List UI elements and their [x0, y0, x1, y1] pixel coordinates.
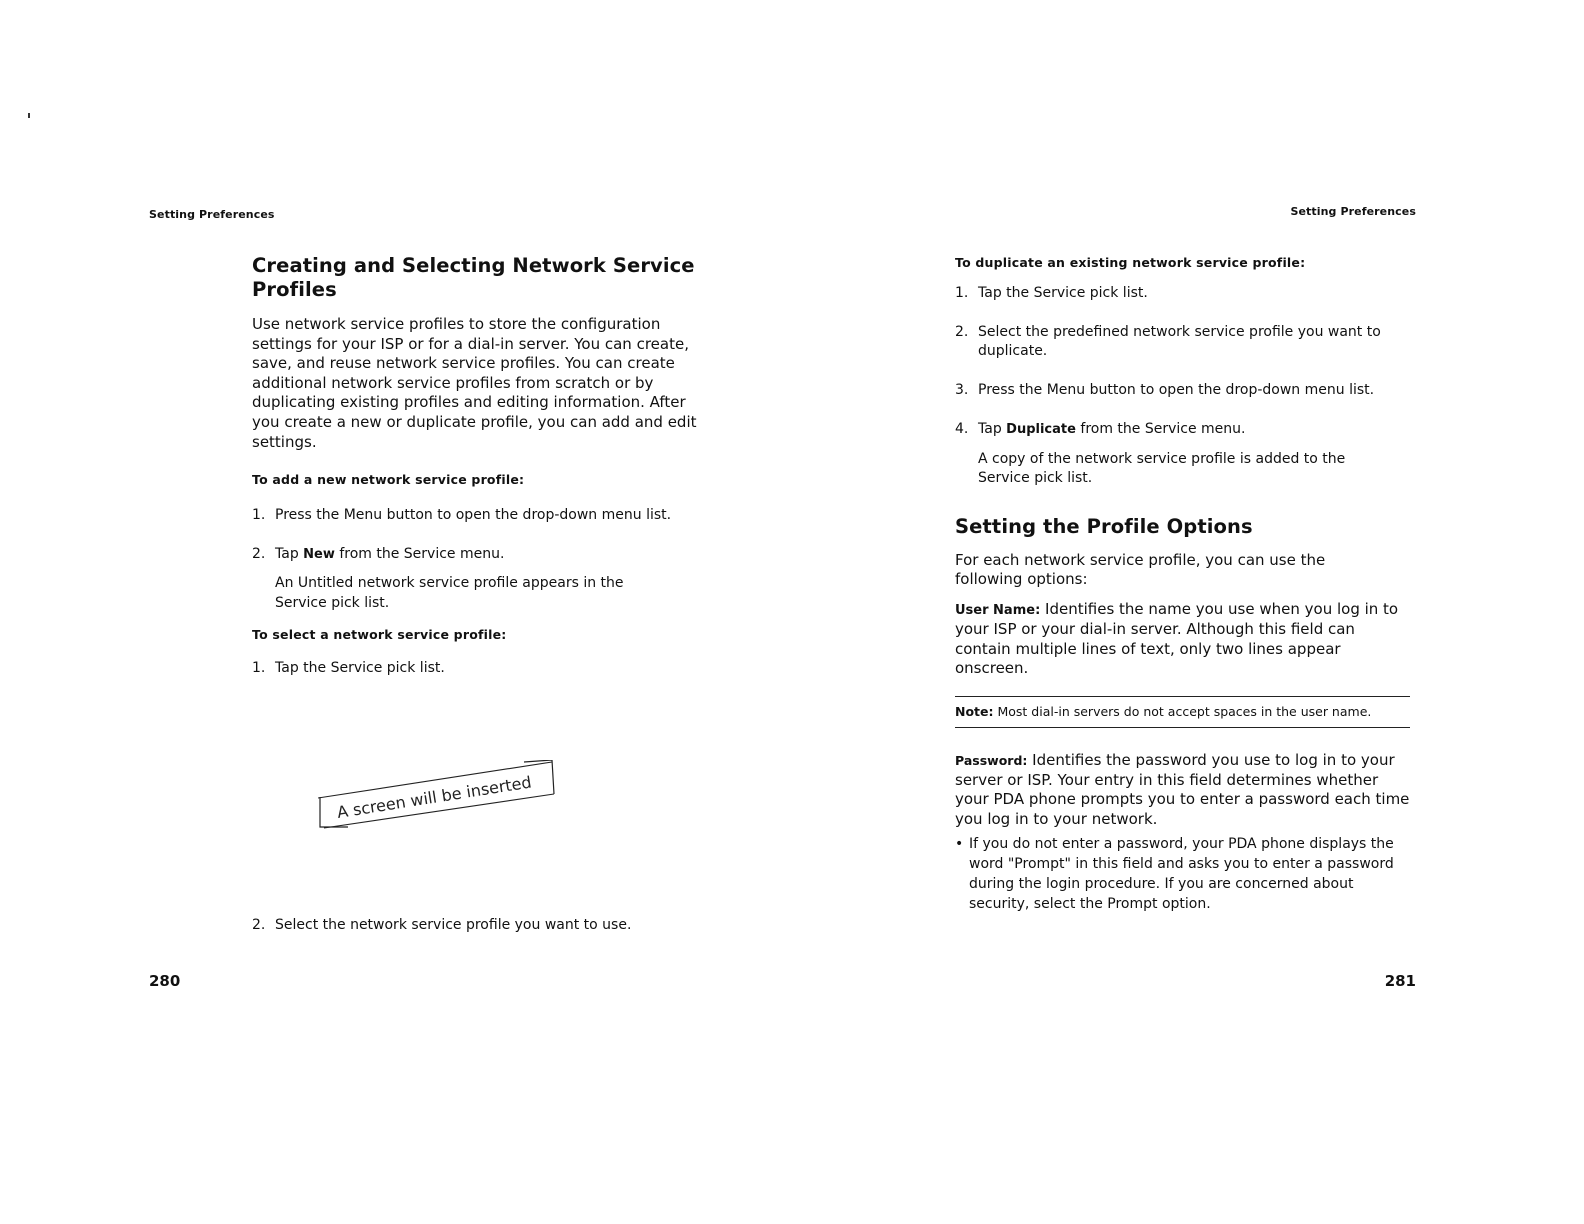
password-description	[955, 751, 1411, 829]
step-result: An Untitled network service profile appears in the Service pick list.	[275, 575, 624, 611]
select-steps	[252, 659, 722, 679]
left-column-bottom	[252, 916, 722, 936]
select-steps-cont	[252, 916, 722, 936]
page-number-right: 281	[1384, 972, 1416, 990]
user-name-description	[955, 600, 1411, 679]
placeholder-text: A screen will be inserted	[335, 772, 533, 822]
right-page	[792, 0, 1584, 1224]
bullet-text: If you do not enter a password, your PDA phone displays the word "Prompt" in this field and asks you to enter a password during the login procedure. If you are concerned about security, select the Prompt option.	[969, 836, 1394, 912]
intro-paragraph: Use network service profiles to store the configuration settings for your ISP or for a dial-in server. You can create, save, and reuse network service profiles. You can create additional network service profiles from scratch or by duplicating existing profiles and editing information. After you create a new or duplicate profile, you can add and edit settings.	[252, 315, 697, 451]
select-procedure-heading: To select a network service profile:	[252, 627, 507, 643]
add-procedure-heading: To add a new network service profile:	[252, 472, 525, 488]
list-item	[252, 506, 722, 526]
step-text: Select the network service profile you want to use.	[275, 917, 632, 933]
note-text: Most dial-in servers do not accept spaces in the user name.	[993, 704, 1372, 720]
list-item	[955, 323, 1425, 362]
step-text: from the Service menu.	[334, 545, 505, 562]
step-text: Tap the Service pick list.	[275, 660, 445, 677]
step-number: 3.	[955, 381, 969, 398]
password-bullets	[955, 835, 1411, 914]
step-text: Tap the Service pick list.	[978, 285, 1148, 301]
duplicate-steps	[955, 284, 1425, 440]
step-number: 2.	[955, 323, 969, 340]
menu-command: Duplicate	[1006, 422, 1076, 437]
list-item	[955, 284, 1425, 304]
add-steps	[252, 506, 722, 564]
step-text: Tap	[978, 421, 1007, 437]
step-text: Press the Menu button to open the drop-down menu list.	[275, 507, 672, 524]
running-head-left: Setting Preferences	[149, 208, 275, 221]
user-name-text: Identifies the name you use when you log in to your ISP or your dial-in server. Although this field can contain multiple lines of text, only two lines appear onscreen.	[955, 599, 1399, 678]
step-text: from the Service menu.	[1075, 421, 1246, 437]
step-number: 2.	[252, 545, 266, 562]
duplicate-procedure-heading: To duplicate an existing network service profile:	[955, 255, 1306, 270]
step-result: A copy of the network service profile is added to the Service pick list.	[978, 450, 1346, 486]
password-text: Identifies the password you use to log in to your server or ISP. Your entry in this field determines whether your PDA phone prompts you to enter a password each time you log in to your network.	[955, 751, 1410, 828]
list-item	[252, 659, 722, 679]
screen-placeholder-graphic	[318, 760, 558, 830]
step-text: Press the Menu button to open the drop-down menu list.	[978, 381, 1375, 398]
section-title: Creating and Selecting Network Service Profiles	[252, 254, 695, 301]
note-box	[955, 696, 1410, 728]
options-intro: For each network service profile, you can use the following options:	[955, 550, 1326, 589]
step-number: 2.	[252, 917, 266, 933]
step-number: 1.	[252, 660, 266, 677]
page-number-left: 280	[149, 972, 181, 990]
step-number: 4.	[955, 421, 969, 437]
options-section-title: Setting the Profile Options	[955, 514, 1253, 538]
list-item	[252, 545, 722, 565]
right-column	[955, 255, 1425, 915]
user-name-label: User Name:	[955, 602, 1041, 618]
screen-placeholder	[318, 760, 558, 830]
bullet-glyph: •	[955, 836, 964, 853]
list-item	[955, 835, 1411, 914]
running-head-right: Setting Preferences	[1290, 205, 1416, 218]
step-number: 1.	[252, 507, 266, 524]
left-column	[252, 254, 722, 679]
list-item	[252, 916, 722, 936]
password-label: Password:	[955, 753, 1028, 769]
list-item	[955, 420, 1425, 440]
menu-command: New	[303, 546, 335, 562]
scan-mark	[28, 113, 30, 118]
note-label: Note:	[955, 704, 994, 720]
step-text: Select the predefined network service profile you want to duplicate.	[978, 323, 1381, 359]
list-item	[955, 381, 1425, 401]
step-number: 1.	[955, 285, 969, 301]
step-text: Tap	[275, 545, 304, 562]
